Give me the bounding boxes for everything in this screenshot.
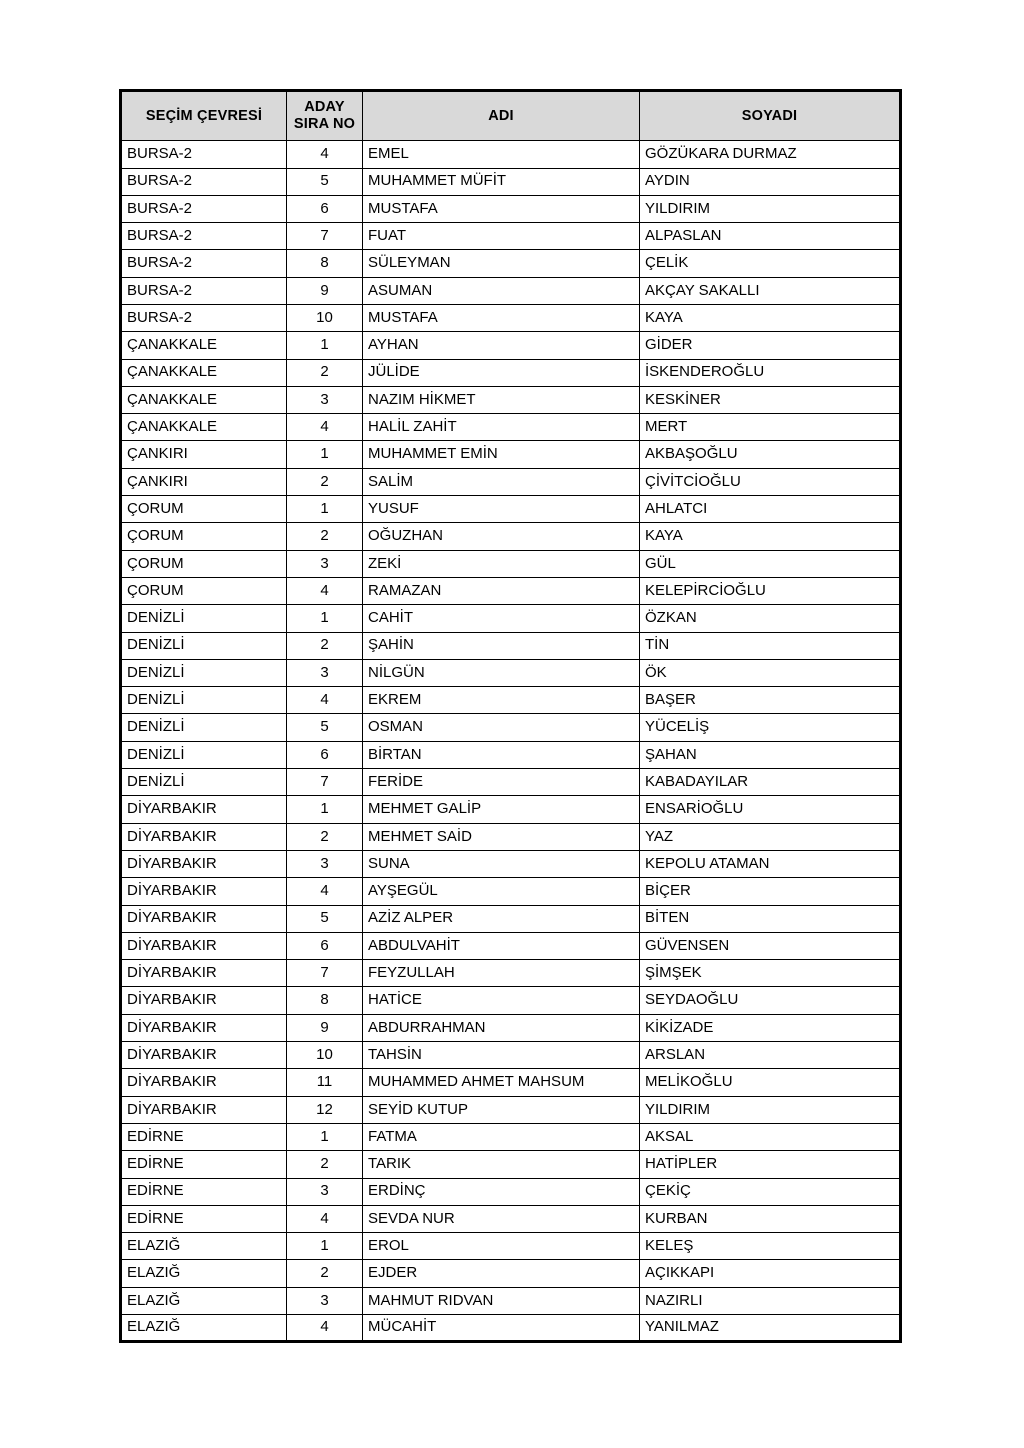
table-row bbox=[121, 195, 901, 222]
cell-surname: YANILMAZ bbox=[640, 1314, 901, 1341]
table-row bbox=[121, 523, 901, 550]
cell-name: EMEL bbox=[363, 141, 640, 168]
table-row bbox=[121, 1151, 901, 1178]
cell-district: DİYARBAKIR bbox=[121, 1096, 287, 1123]
cell-surname: AKBAŞOĞLU bbox=[640, 441, 901, 468]
table-row bbox=[121, 577, 901, 604]
cell-name: ABDURRAHMAN bbox=[363, 1014, 640, 1041]
column-header-name bbox=[363, 91, 640, 141]
cell-district: DENİZLİ bbox=[121, 632, 287, 659]
cell-name: OSMAN bbox=[363, 714, 640, 741]
cell-name: YUSUF bbox=[363, 496, 640, 523]
cell-district: DENİZLİ bbox=[121, 741, 287, 768]
cell-order: 1 bbox=[287, 1233, 363, 1260]
cell-surname: YÜCELİŞ bbox=[640, 714, 901, 741]
cell-district: ELAZIĞ bbox=[121, 1260, 287, 1287]
column-header-district-line-1: SEÇİM ÇEVRESİ bbox=[145, 107, 263, 124]
table-row bbox=[121, 1042, 901, 1069]
cell-district: BURSA-2 bbox=[121, 195, 287, 222]
cell-district: DİYARBAKIR bbox=[121, 1014, 287, 1041]
table-row bbox=[121, 1233, 901, 1260]
table-row bbox=[121, 1069, 901, 1096]
table-row bbox=[121, 987, 901, 1014]
table-row bbox=[121, 386, 901, 413]
cell-district: ÇORUM bbox=[121, 550, 287, 577]
cell-surname: ALPASLAN bbox=[640, 223, 901, 250]
cell-name: SÜLEYMAN bbox=[363, 250, 640, 277]
table-row bbox=[121, 359, 901, 386]
cell-name: MAHMUT RIDVAN bbox=[363, 1287, 640, 1314]
cell-district: ÇANAKKALE bbox=[121, 414, 287, 441]
cell-district: BURSA-2 bbox=[121, 223, 287, 250]
cell-name: MUSTAFA bbox=[363, 305, 640, 332]
cell-district: BURSA-2 bbox=[121, 168, 287, 195]
cell-surname: AYDIN bbox=[640, 168, 901, 195]
table-row bbox=[121, 905, 901, 932]
cell-order: 3 bbox=[287, 850, 363, 877]
cell-order: 2 bbox=[287, 359, 363, 386]
column-header-district bbox=[121, 91, 287, 141]
table-row bbox=[121, 796, 901, 823]
cell-name: ŞAHİN bbox=[363, 632, 640, 659]
cell-district: DİYARBAKIR bbox=[121, 1042, 287, 1069]
cell-surname: SEYDAOĞLU bbox=[640, 987, 901, 1014]
cell-name: FERİDE bbox=[363, 769, 640, 796]
cell-order: 4 bbox=[287, 1314, 363, 1341]
cell-surname: KELEPİRCİOĞLU bbox=[640, 577, 901, 604]
cell-district: DİYARBAKIR bbox=[121, 905, 287, 932]
cell-order: 3 bbox=[287, 386, 363, 413]
table-row bbox=[121, 878, 901, 905]
column-header-name-line-1: ADI bbox=[488, 107, 514, 124]
table-row bbox=[121, 632, 901, 659]
cell-name: JÜLİDE bbox=[363, 359, 640, 386]
cell-surname: TİN bbox=[640, 632, 901, 659]
cell-district: BURSA-2 bbox=[121, 141, 287, 168]
table-row bbox=[121, 659, 901, 686]
cell-surname: GİDER bbox=[640, 332, 901, 359]
cell-order: 6 bbox=[287, 195, 363, 222]
cell-district: DENİZLİ bbox=[121, 714, 287, 741]
cell-order: 3 bbox=[287, 1287, 363, 1314]
cell-surname: YILDIRIM bbox=[640, 195, 901, 222]
cell-order: 8 bbox=[287, 987, 363, 1014]
cell-name: ABDULVAHİT bbox=[363, 932, 640, 959]
cell-district: DENİZLİ bbox=[121, 659, 287, 686]
cell-order: 5 bbox=[287, 905, 363, 932]
column-header-surname-line-1: SOYADI bbox=[741, 107, 798, 124]
cell-surname: GÜVENSEN bbox=[640, 932, 901, 959]
table-row bbox=[121, 1123, 901, 1150]
table-row bbox=[121, 305, 901, 332]
cell-order: 2 bbox=[287, 468, 363, 495]
cell-district: DİYARBAKIR bbox=[121, 850, 287, 877]
cell-order: 4 bbox=[287, 141, 363, 168]
cell-district: ELAZIĞ bbox=[121, 1287, 287, 1314]
table-row bbox=[121, 1096, 901, 1123]
cell-district: ELAZIĞ bbox=[121, 1314, 287, 1341]
cell-order: 1 bbox=[287, 1123, 363, 1150]
cell-name: HATİCE bbox=[363, 987, 640, 1014]
cell-surname: KİKİZADE bbox=[640, 1014, 901, 1041]
table-row bbox=[121, 687, 901, 714]
cell-name: CAHİT bbox=[363, 605, 640, 632]
cell-name: MEHMET SAİD bbox=[363, 823, 640, 850]
cell-name: MUHAMMET MÜFİT bbox=[363, 168, 640, 195]
cell-surname: BİTEN bbox=[640, 905, 901, 932]
cell-order: 4 bbox=[287, 687, 363, 714]
cell-name: FEYZULLAH bbox=[363, 960, 640, 987]
cell-surname: KAYA bbox=[640, 523, 901, 550]
table-row bbox=[121, 141, 901, 168]
cell-district: ÇANAKKALE bbox=[121, 386, 287, 413]
cell-order: 4 bbox=[287, 414, 363, 441]
cell-name: BİRTAN bbox=[363, 741, 640, 768]
cell-name: SUNA bbox=[363, 850, 640, 877]
cell-order: 7 bbox=[287, 960, 363, 987]
cell-name: HALİL ZAHİT bbox=[363, 414, 640, 441]
cell-order: 1 bbox=[287, 441, 363, 468]
cell-district: DENİZLİ bbox=[121, 687, 287, 714]
table-row bbox=[121, 1178, 901, 1205]
cell-order: 3 bbox=[287, 1178, 363, 1205]
cell-order: 7 bbox=[287, 223, 363, 250]
cell-surname: MELİKOĞLU bbox=[640, 1069, 901, 1096]
cell-name: FATMA bbox=[363, 1123, 640, 1150]
cell-order: 9 bbox=[287, 277, 363, 304]
cell-order: 2 bbox=[287, 632, 363, 659]
cell-district: DİYARBAKIR bbox=[121, 1069, 287, 1096]
cell-surname: YAZ bbox=[640, 823, 901, 850]
cell-order: 2 bbox=[287, 523, 363, 550]
candidate-list-container bbox=[119, 89, 899, 1343]
cell-name: EJDER bbox=[363, 1260, 640, 1287]
cell-order: 6 bbox=[287, 932, 363, 959]
cell-order: 9 bbox=[287, 1014, 363, 1041]
table-row bbox=[121, 823, 901, 850]
cell-name: NİLGÜN bbox=[363, 659, 640, 686]
cell-name: MUHAMMET EMİN bbox=[363, 441, 640, 468]
cell-surname: KEPOLU ATAMAN bbox=[640, 850, 901, 877]
cell-name: RAMAZAN bbox=[363, 577, 640, 604]
column-header-order-line-2: SIRA NO bbox=[293, 116, 356, 133]
cell-name: ZEKİ bbox=[363, 550, 640, 577]
cell-name: AYHAN bbox=[363, 332, 640, 359]
cell-name: OĞUZHAN bbox=[363, 523, 640, 550]
cell-order: 8 bbox=[287, 250, 363, 277]
cell-district: DİYARBAKIR bbox=[121, 796, 287, 823]
cell-surname: BAŞER bbox=[640, 687, 901, 714]
cell-surname: ŞİMŞEK bbox=[640, 960, 901, 987]
candidate-list-table bbox=[119, 89, 902, 1343]
table-header-row bbox=[121, 91, 901, 141]
table-row bbox=[121, 960, 901, 987]
table-row bbox=[121, 1260, 901, 1287]
cell-order: 2 bbox=[287, 1151, 363, 1178]
table-row bbox=[121, 496, 901, 523]
cell-district: ÇORUM bbox=[121, 577, 287, 604]
cell-district: DİYARBAKIR bbox=[121, 960, 287, 987]
cell-order: 5 bbox=[287, 168, 363, 195]
cell-surname: ARSLAN bbox=[640, 1042, 901, 1069]
cell-district: ELAZIĞ bbox=[121, 1233, 287, 1260]
cell-name: SEVDA NUR bbox=[363, 1205, 640, 1232]
cell-district: EDİRNE bbox=[121, 1178, 287, 1205]
cell-name: AZİZ ALPER bbox=[363, 905, 640, 932]
cell-district: DİYARBAKIR bbox=[121, 987, 287, 1014]
table-row bbox=[121, 414, 901, 441]
cell-surname: YILDIRIM bbox=[640, 1096, 901, 1123]
cell-surname: AKSAL bbox=[640, 1123, 901, 1150]
table-row bbox=[121, 1287, 901, 1314]
cell-district: ÇORUM bbox=[121, 496, 287, 523]
table-body bbox=[121, 141, 901, 1342]
cell-name: ERDİNÇ bbox=[363, 1178, 640, 1205]
table-row bbox=[121, 741, 901, 768]
cell-order: 2 bbox=[287, 1260, 363, 1287]
cell-name: MUHAMMED AHMET MAHSUM bbox=[363, 1069, 640, 1096]
column-header-order bbox=[287, 91, 363, 141]
cell-order: 7 bbox=[287, 769, 363, 796]
cell-order: 1 bbox=[287, 496, 363, 523]
cell-name: EROL bbox=[363, 1233, 640, 1260]
cell-surname: KABADAYILAR bbox=[640, 769, 901, 796]
table-row bbox=[121, 1205, 901, 1232]
cell-district: BURSA-2 bbox=[121, 250, 287, 277]
cell-district: BURSA-2 bbox=[121, 305, 287, 332]
cell-order: 3 bbox=[287, 659, 363, 686]
cell-name: NAZIM HİKMET bbox=[363, 386, 640, 413]
cell-district: ÇORUM bbox=[121, 523, 287, 550]
table-row bbox=[121, 932, 901, 959]
cell-district: ÇANKIRI bbox=[121, 468, 287, 495]
table-row bbox=[121, 605, 901, 632]
cell-district: ÇANKIRI bbox=[121, 441, 287, 468]
cell-district: DENİZLİ bbox=[121, 605, 287, 632]
column-header-order-line-1: ADAY bbox=[304, 99, 345, 115]
cell-surname: MERT bbox=[640, 414, 901, 441]
table-header bbox=[121, 91, 901, 141]
cell-name: ASUMAN bbox=[363, 277, 640, 304]
cell-order: 11 bbox=[287, 1069, 363, 1096]
cell-surname: ÇELİK bbox=[640, 250, 901, 277]
cell-district: EDİRNE bbox=[121, 1123, 287, 1150]
table-row bbox=[121, 550, 901, 577]
column-header-surname bbox=[640, 91, 901, 141]
cell-surname: ÇEKİÇ bbox=[640, 1178, 901, 1205]
table-row bbox=[121, 850, 901, 877]
cell-surname: KAYA bbox=[640, 305, 901, 332]
table-row bbox=[121, 332, 901, 359]
cell-order: 3 bbox=[287, 550, 363, 577]
cell-surname: KESKİNER bbox=[640, 386, 901, 413]
cell-name: MUSTAFA bbox=[363, 195, 640, 222]
cell-district: DİYARBAKIR bbox=[121, 823, 287, 850]
table-row bbox=[121, 769, 901, 796]
cell-order: 5 bbox=[287, 714, 363, 741]
cell-order: 6 bbox=[287, 741, 363, 768]
cell-district: DİYARBAKIR bbox=[121, 932, 287, 959]
cell-name: FUAT bbox=[363, 223, 640, 250]
cell-name: MEHMET GALİP bbox=[363, 796, 640, 823]
cell-surname: GÜL bbox=[640, 550, 901, 577]
cell-surname: ÖZKAN bbox=[640, 605, 901, 632]
cell-district: ÇANAKKALE bbox=[121, 332, 287, 359]
cell-district: EDİRNE bbox=[121, 1205, 287, 1232]
cell-surname: İSKENDEROĞLU bbox=[640, 359, 901, 386]
table-row bbox=[121, 468, 901, 495]
cell-surname: AÇIKKAPI bbox=[640, 1260, 901, 1287]
cell-surname: KELEŞ bbox=[640, 1233, 901, 1260]
cell-surname: ÇİVİTCİOĞLU bbox=[640, 468, 901, 495]
cell-order: 12 bbox=[287, 1096, 363, 1123]
cell-district: DİYARBAKIR bbox=[121, 878, 287, 905]
table-row bbox=[121, 223, 901, 250]
cell-name: TARIK bbox=[363, 1151, 640, 1178]
cell-order: 4 bbox=[287, 1205, 363, 1232]
cell-order: 10 bbox=[287, 305, 363, 332]
cell-order: 2 bbox=[287, 823, 363, 850]
cell-surname: GÖZÜKARA DURMAZ bbox=[640, 141, 901, 168]
cell-district: BURSA-2 bbox=[121, 277, 287, 304]
cell-order: 1 bbox=[287, 605, 363, 632]
table-row bbox=[121, 277, 901, 304]
cell-surname: ŞAHAN bbox=[640, 741, 901, 768]
cell-district: ÇANAKKALE bbox=[121, 359, 287, 386]
table-row bbox=[121, 1314, 901, 1341]
table-row bbox=[121, 441, 901, 468]
cell-order: 4 bbox=[287, 878, 363, 905]
cell-name: SALİM bbox=[363, 468, 640, 495]
cell-surname: AKÇAY SAKALLI bbox=[640, 277, 901, 304]
table-row bbox=[121, 250, 901, 277]
cell-surname: KURBAN bbox=[640, 1205, 901, 1232]
cell-district: DENİZLİ bbox=[121, 769, 287, 796]
table-row bbox=[121, 168, 901, 195]
cell-surname: ENSARİOĞLU bbox=[640, 796, 901, 823]
cell-order: 1 bbox=[287, 796, 363, 823]
cell-name: SEYİD KUTUP bbox=[363, 1096, 640, 1123]
cell-surname: ÖK bbox=[640, 659, 901, 686]
cell-order: 1 bbox=[287, 332, 363, 359]
cell-name: MÜCAHİT bbox=[363, 1314, 640, 1341]
cell-name: AYŞEGÜL bbox=[363, 878, 640, 905]
cell-name: EKREM bbox=[363, 687, 640, 714]
cell-order: 4 bbox=[287, 577, 363, 604]
table-row bbox=[121, 714, 901, 741]
cell-district: EDİRNE bbox=[121, 1151, 287, 1178]
cell-order: 10 bbox=[287, 1042, 363, 1069]
cell-surname: BİÇER bbox=[640, 878, 901, 905]
cell-surname: HATİPLER bbox=[640, 1151, 901, 1178]
cell-surname: AHLATCI bbox=[640, 496, 901, 523]
table-row bbox=[121, 1014, 901, 1041]
cell-name: TAHSİN bbox=[363, 1042, 640, 1069]
cell-surname: NAZIRLI bbox=[640, 1287, 901, 1314]
